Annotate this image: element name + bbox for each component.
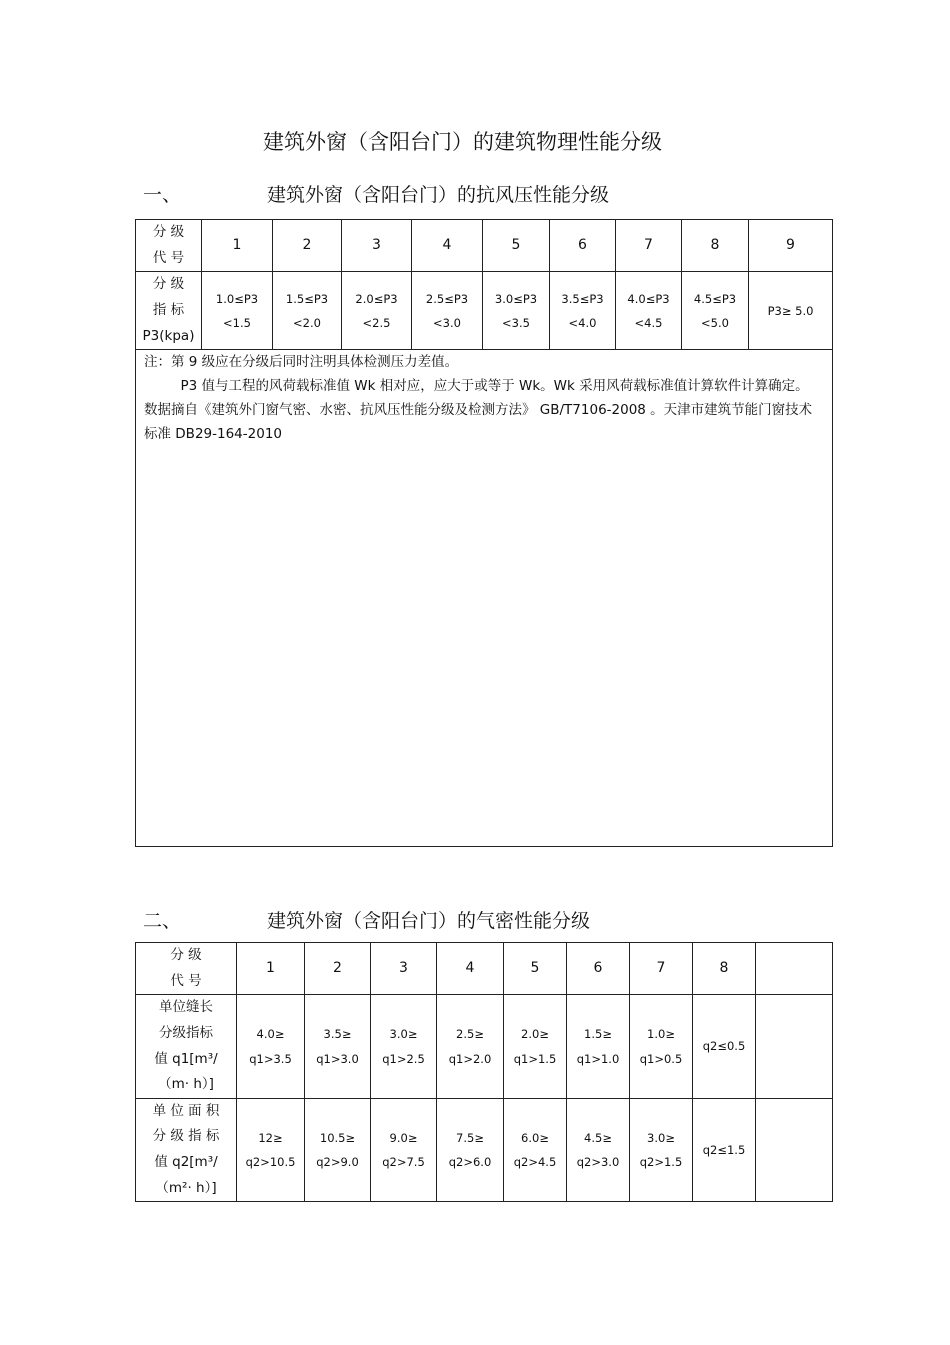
grade-cell: 6 [567, 943, 630, 995]
range-cell: P3≥ 5.0 [749, 272, 833, 350]
range-cell: 4.0≤P3 <4.5 [616, 272, 682, 350]
grade-code-label: 分 级 代 号 [136, 943, 237, 995]
note-line-1: 注：第 9 级应在分级后同时注明具体检测压力差值。 [144, 354, 459, 371]
q1-cell: 3.5≥ q1>3.0 [305, 995, 371, 1099]
range-cell: 1.5≤P3 <2.0 [273, 272, 342, 350]
q1-cell: q2≤0.5 [693, 995, 756, 1099]
grade-cell: 6 [550, 220, 616, 272]
section2-number: 二、 [143, 910, 182, 932]
empty-cell [756, 1098, 833, 1202]
note-row [136, 350, 833, 847]
q2-row [136, 1098, 833, 1202]
grade-cell: 3 [342, 220, 412, 272]
section1-number: 一、 [143, 184, 182, 206]
range-cell: 2.0≤P3 <2.5 [342, 272, 412, 350]
document-title: 建筑外窗（含阳台门）的建筑物理性能分级 [263, 130, 662, 154]
grade-cell: 2 [273, 220, 342, 272]
empty-cell [756, 995, 833, 1099]
note-line-3: 数据摘自《建筑外门窗气密、水密、抗风压性能分级及检测方法》 GB/T7106-2008 。天津市建筑节能门窗技术标准 DB29-164-2010 [144, 402, 813, 443]
q2-cell: q2≤1.5 [693, 1098, 756, 1202]
q1-cell: 2.5≥ q1>2.0 [437, 995, 504, 1099]
grade-cell: 8 [682, 220, 749, 272]
grade-cell: 3 [371, 943, 437, 995]
q2-cell: 6.0≥ q2>4.5 [504, 1098, 567, 1202]
q1-cell: 1.5≥ q1>1.0 [567, 995, 630, 1099]
grade-cell: 8 [693, 943, 756, 995]
q1-row [136, 995, 833, 1099]
section1-title: 建筑外窗（含阳台门）的抗风压性能分级 [267, 184, 610, 206]
q2-cell: 4.5≥ q2>3.0 [567, 1098, 630, 1202]
q2-cell: 3.0≥ q2>1.5 [630, 1098, 693, 1202]
grade-cell: 1 [202, 220, 273, 272]
grade-index-row [136, 272, 833, 350]
q1-cell: 4.0≥ q1>3.5 [237, 995, 305, 1099]
grade-cell: 5 [504, 943, 567, 995]
q2-cell: 12≥ q2>10.5 [237, 1098, 305, 1202]
grade-cell: 7 [630, 943, 693, 995]
q2-cell: 10.5≥ q2>9.0 [305, 1098, 371, 1202]
grade-code-label: 分 级 代 号 [136, 220, 202, 272]
grade-cell: 2 [305, 943, 371, 995]
grade-index-label: 分 级 指 标 P3(kpa) [136, 272, 202, 350]
range-cell: 1.0≤P3 <1.5 [202, 272, 273, 350]
q2-cell: 9.0≥ q2>7.5 [371, 1098, 437, 1202]
airtightness-table [135, 942, 833, 1202]
q1-cell: 1.0≥ q1>0.5 [630, 995, 693, 1099]
wind-pressure-table [135, 219, 833, 847]
grade-cell: 7 [616, 220, 682, 272]
range-cell: 4.5≤P3 <5.0 [682, 272, 749, 350]
grade-cell-empty [756, 943, 833, 995]
grade-code-row [136, 943, 833, 995]
note-line-2: P3 值与工程的风荷载标准值 Wk 相对应，应大于或等于 Wk。Wk 采用风荷载标准值计算软件计算确定。 [180, 378, 809, 395]
grade-cell: 4 [412, 220, 483, 272]
range-cell: 3.0≤P3 <3.5 [483, 272, 550, 350]
note-cell [136, 350, 833, 847]
grade-cell: 4 [437, 943, 504, 995]
q2-cell: 7.5≥ q2>6.0 [437, 1098, 504, 1202]
grade-cell: 1 [237, 943, 305, 995]
section2-title: 建筑外窗（含阳台门）的气密性能分级 [267, 910, 591, 932]
q1-cell: 3.0≥ q1>2.5 [371, 995, 437, 1099]
grade-code-row [136, 220, 833, 272]
grade-cell: 9 [749, 220, 833, 272]
range-cell: 3.5≤P3 <4.0 [550, 272, 616, 350]
grade-cell: 5 [483, 220, 550, 272]
q2-label: 单 位 面 积 分 级 指 标 值 q2[m³/ （m²· h）] [136, 1098, 237, 1202]
range-cell: 2.5≤P3 <3.0 [412, 272, 483, 350]
q1-label: 单位缝长 分级指标 值 q1[m³/ （m· h）] [136, 995, 237, 1099]
q1-cell: 2.0≥ q1>1.5 [504, 995, 567, 1099]
